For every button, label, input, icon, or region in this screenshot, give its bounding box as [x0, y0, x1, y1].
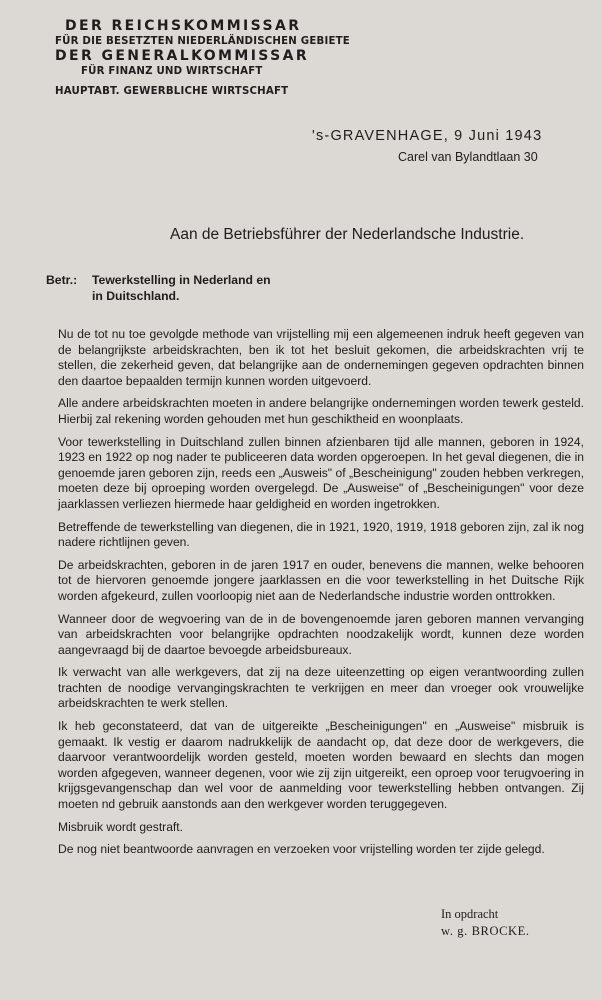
- subject-line-2: in Duitschland.: [92, 289, 180, 303]
- letterhead-line-4: FÜR FINANZ UND WIRTSCHAFT: [81, 66, 263, 77]
- body-paragraph: Misbruik wordt gestraft.: [58, 819, 184, 834]
- subject-block: [46, 272, 346, 304]
- sender-address: Carel van Bylandtlaan 30: [398, 150, 538, 164]
- body-paragraph: Alle andere arbeidskrachten moeten in andere belangrijke ondernemingen worden tewerk gesteld. Hierbij zal rekening worden gehouden met hun geschiktheid en woonplaats.: [58, 396, 584, 426]
- body-paragraph: Voor tewerkstelling in Duitschland zullen binnen afzienbaren tijd alle mannen, geboren in 1924, 1923 en 1922 op nog nader te publiceeren data worden opgeroepen. In het geval diegenen, die in genoemde jaren geboren zijn, reeds een „Ausweis" of „Bescheinigung" zouden hebben verkregen, moeten deze bij oproeping worden overgelegd. De „Ausweise" of „Bescheinigungen" voor deze jaarklassen verliezen hiermede haar geldigheid en worden ingetrokken.: [58, 434, 584, 511]
- recipient-line: Aan de Betriebsführer der Nederlandsche Industrie.: [170, 226, 525, 243]
- subject-label: Betr.:: [46, 273, 78, 287]
- body-paragraph: Ik heb geconstateerd, dat van de uitgereikte „Bescheinigungen" en „Ausweise" misbruik is gemaakt. Ik vestig er daarom nadrukkelijk de aandacht op, dat deze door de werkgevers, die daarvoor verantwoordelijk worden gesteld, moeten worden bewaard en slechts dan mogen worden afgegeven, wanneer degenen, voor wie zij zijn uitgereikt, een oproep voor terugvoering in krijgsgevangenschap dan wel voor de aanmelding voor tewerkstelling hebben ontvangen. Zij moeten nd gebruik aanstonds aan den werkgever worden teruggegeven.: [58, 719, 584, 812]
- body-paragraph: Wanneer door de wegvoering van de in de bovengenoemde jaren geboren mannen vervanging van arbeidskrachten voor belangrijke opdrachten noodzakelijk wordt, kunnen deze worden aangevraagd bij de daartoe bevoegde arbeidsbureaux.: [58, 611, 584, 657]
- body-paragraph: De arbeidskrachten, geboren in de jaren 1917 en ouder, benevens die mannen, welke behooren tot de hiervoren genoemde jongere jaarklassen en die voor tewerkstelling in het Duitsche Rijk worden afgekeurd, zullen voorloopig niet aan de Nederlandsche industrie worden onttrokken.: [58, 557, 584, 603]
- letterhead: [55, 18, 385, 98]
- body-paragraph: De nog niet beantwoorde aanvragen en verzoeken voor vrijstelling worden ter zijde gelegd.: [58, 842, 545, 857]
- signature-block: [441, 906, 530, 940]
- body-paragraph: Ik verwacht van alle werkgevers, dat zij na deze uiteenzetting op eigen verantwoording zullen trachten de noodige vervangingskrachten te verkrijgen en meer dan vroeger ook vrouwelijke arbeidskrachten te werk stellen.: [58, 665, 584, 711]
- body-paragraph: Nu de tot nu toe gevolgde methode van vrijstelling mij een algemeenen indruk heeft gegeven van de belangrijkste arbeidskrachten, ben ik tot het besluit gekomen, die arbeidskrachten vrij te stellen, die zekerheid geven, dat belangrijke aan de ondernemingen gegeven opdrachten binnen den daartoe bepaalden termijn kunnen worden uitgevoerd.: [58, 327, 584, 388]
- letterhead-line-5: HAUPTABT. GEWERBLICHE WIRTSCHAFT: [55, 86, 289, 97]
- subject-line-1: Tewerkstelling in Nederland en: [92, 273, 271, 287]
- letterhead-line-1: DER REICHSKOMMISSAR: [65, 18, 302, 34]
- letterhead-line-3: DER GENERALKOMMISSAR: [55, 48, 310, 64]
- body-paragraph: Betreffende de tewerkstelling van diegenen, die in 1921, 1920, 1919, 1918 geboren zijn, zal ik nog nadere richtlijnen geven.: [58, 519, 584, 550]
- signature-name: w. g. BROCKE.: [441, 924, 530, 938]
- signature-line-1: In opdracht: [441, 907, 499, 921]
- letter-body: [58, 327, 584, 865]
- place-date: 's-GRAVENHAGE, 9 Juni 1943: [312, 128, 543, 144]
- letterhead-line-2: FÜR DIE BESETZTEN NIEDERLÄNDISCHEN GEBIETE: [55, 36, 350, 47]
